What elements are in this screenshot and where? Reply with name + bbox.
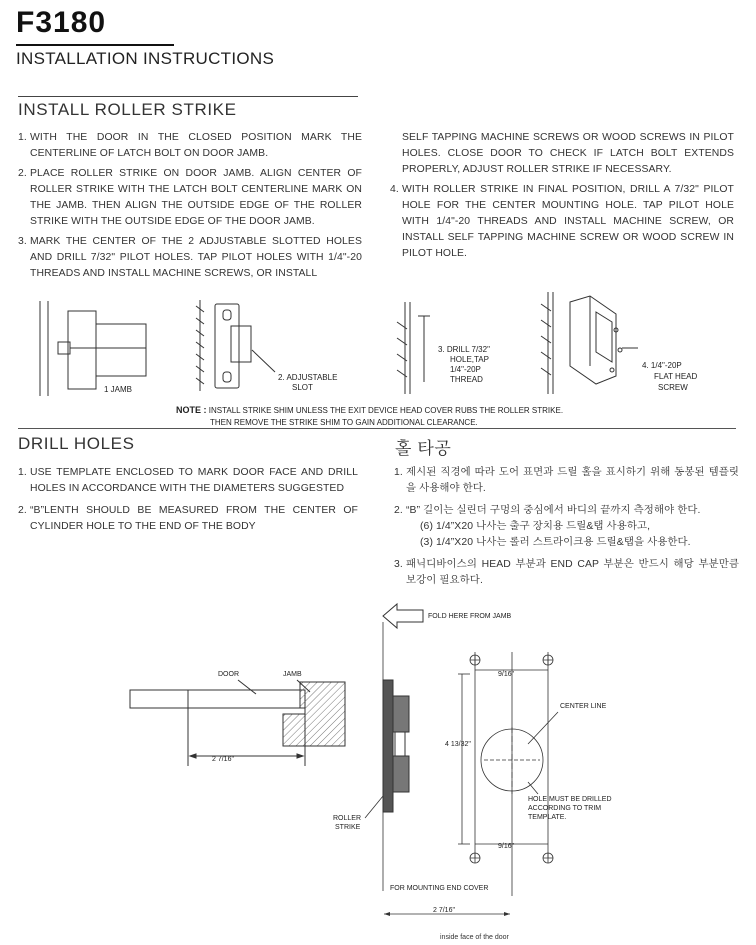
dim-left: 2 7/16" [212, 756, 234, 763]
roller-step-4: 4. WITH ROLLER STRIKE IN FINAL POSITION, DRILL A 7/32" PILOT HOLE FOR THE CENTER MOUNTING HOLE. TAP PILOT HOLE WITH 1/4"-20 THREADS AND INSTALL MACHINE SCREW, OR INSTALL SELF TAPPING MACHINE SCREW OR WOOD SCREW IN PILOT HOLE. [390, 184, 734, 259]
note-label: NOTE : [176, 405, 207, 415]
hole-note-line1: HOLE MUST BE DRILLED [528, 796, 612, 803]
section-divider-2 [18, 428, 736, 429]
drill-label-line3: 1/4"-20P [450, 365, 481, 374]
slot-label-line2: SLOT [292, 383, 313, 392]
korean-step-2-sub-1: (6) 1/4”X20 나사는 출구 장치용 드릴&탭 사용하고, [420, 521, 651, 532]
drill-section-title: DRILL HOLES [18, 434, 135, 453]
door-jamb-section [130, 680, 345, 766]
drill-step-1: 1. USE TEMPLATE ENCLOSED TO MARK DOOR FACE AND DRILL HOLES IN ACCORDANCE WITH THE DIAMETERS SUGGESTED [18, 467, 358, 494]
fold-label: FOLD HERE FROM JAMB [428, 613, 512, 620]
korean-section-title: 홀 타공 [395, 439, 452, 458]
drill-label-line4: THREAD [450, 375, 483, 384]
center-line-label: CENTER LINE [560, 703, 607, 710]
slot-label-line1: 2. ADJUSTABLE [278, 373, 338, 382]
korean-steps [394, 465, 739, 589]
note-line-1: INSTALL STRIKE SHIM UNLESS THE EXIT DEVICE HEAD COVER RUBS THE ROLLER STRIKE. [208, 406, 564, 415]
mounting-hole-markers [470, 655, 553, 863]
jamb-label: 1 JAMB [104, 385, 133, 394]
center-line-leader [528, 712, 558, 744]
hole-note-line3: TEMPLATE. [528, 814, 567, 821]
roller-strike-side-view [383, 680, 409, 812]
note-line-2: THEN REMOVE THE STRIKE SHIM TO GAIN ADDITIONAL CLEARANCE. [210, 418, 478, 427]
korean-step-2-sub-2: (3) 1/4”X20 나사는 롤러 스트라이크용 드릴&탭을 사용한다. [420, 537, 691, 548]
korean-step-1: 1. 제시된 직경에 따라 도어 표면과 드릴 홀을 표시하기 위해 동봉된 템플릿을 사용해야 한다. [394, 467, 739, 494]
korean-step-3: 3. 패닉디바이스의 HEAD 부분과 END CAP 부분은 반드시 해당 부분만큼 보강이 필요하다. [394, 559, 739, 586]
figure-caption: inside face of the door [440, 934, 509, 941]
roller-step-1: 1. WITH THE DOOR IN THE CLOSED POSITION MARK THE CENTERLINE OF LATCH BOLT ON DOOR JAMB. [18, 132, 362, 159]
dim-top: 9/16" [498, 671, 515, 678]
jamb-label-2: JAMB [283, 671, 302, 678]
dim-end: 2 7/16" [433, 907, 455, 914]
roller-leader [365, 796, 383, 818]
screw-label-line3: SCREW [658, 383, 688, 392]
document-subtitle: INSTALLATION INSTRUCTIONS [16, 49, 275, 68]
roller-steps-right [390, 130, 734, 262]
adjustable-slot-drawing [196, 300, 275, 391]
model-number: F3180 [16, 6, 107, 39]
roller-step-2: 2. PLACE ROLLER STRIKE ON DOOR JAMB. ALIGN CENTER OF ROLLER STRIKE WITH THE LATCH BOLT CENTERLINE MARK ON THE JAMB. THEN ALIGN THE OUTSIDE EDGE OF THE ROLLER STRIKE WITH THE OUTSIDE EDGE OF THE DOOR JAMB. [18, 168, 362, 227]
dim-height: 4 13/32" [445, 741, 471, 748]
roller-steps-left [18, 130, 362, 282]
drill-step-2: 2. “B”LENTH SHOULD BE MEASURED FROM THE CENTER OF CYLINDER HOLE TO THE END OF THE BODY [18, 505, 358, 532]
flat-head-screw-drawing [541, 292, 638, 394]
fold-arrow [383, 604, 423, 628]
roller-step-3: 3. MARK THE CENTER OF THE 2 ADJUSTABLE SLOTTED HOLES AND DRILL 7/32" PILOT HOLES. TAP PILOT HOLES WITH 1/4"-20 THREADS AND INSTALL MACHINE SCREWS, OR INSTALL [18, 236, 362, 279]
drill-label-line1: 3. DRILL 7/32" [438, 345, 490, 354]
roller-label-line2: STRIKE [335, 824, 361, 831]
korean-step-2: 2. “B” 길이는 실린더 구멍의 중심에서 바디의 끝까지 측정해야 한다. (6) 1/4”X20 나사는 출구 장치용 드릴&탭 사용하고, (3) 1/4”X20 나사는 롤러 스트라이크용 드릴&탭을 사용한다. [394, 503, 739, 551]
drill-steps [18, 465, 358, 535]
roller-step-3-continued: SELF TAPPING MACHINE SCREWS OR WOOD SCREWS IN PILOT HOLES. CLOSE DOOR TO CHECK IF LATCH BOLT EXTENDS PROPERLY, ADJUST ROLLER STRIKE IF NECESSARY. [402, 132, 734, 175]
title-underline [16, 44, 174, 46]
roller-strike-figure [0, 286, 756, 406]
screw-label-line2: FLAT HEAD [654, 372, 698, 381]
dim-bottom: 9/16" [498, 843, 515, 850]
drill-label-line2: HOLE,TAP [450, 355, 489, 364]
hole-note-line2: ACCORDING TO TRIM [528, 805, 602, 812]
door-label: DOOR [218, 671, 239, 678]
jamb-drawing [40, 301, 146, 396]
drill-hole-drawing [397, 302, 430, 394]
template-lines [458, 652, 548, 896]
strike-shim-note [176, 404, 616, 429]
roller-label-line1: ROLLER [333, 815, 362, 822]
roller-section-title: INSTALL ROLLER STRIKE [18, 100, 237, 119]
drill-template-figure [0, 596, 756, 945]
hole-note-leader [528, 782, 538, 794]
screw-label-line1: 4. 1/4"-20P [642, 361, 682, 370]
end-cover-label: FOR MOUNTING END COVER [390, 885, 489, 892]
section-divider [18, 96, 358, 97]
